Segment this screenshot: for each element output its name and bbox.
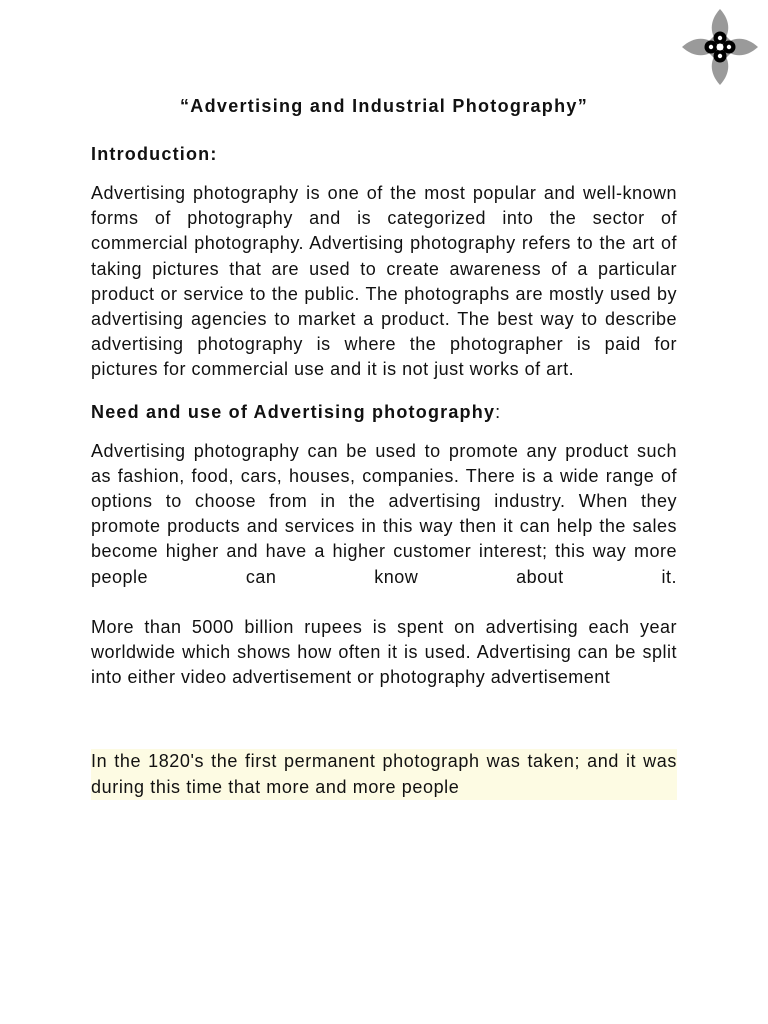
need-heading-text: Need and use of Advertising photography xyxy=(91,401,496,422)
intro-heading: Introduction: xyxy=(91,144,218,164)
need-heading xyxy=(91,400,677,424)
need-paragraph: Advertising photography can be used to promote any product such as fashion, food, cars, houses, companies. There is a wide range of options to choose from in the advertising industry. When they promote products and services in this way then it can help the sales become higher and have a higher customer interest; this way more people can know about it. xyxy=(91,440,677,587)
need-heading-colon: : xyxy=(495,401,502,422)
ornamental-flower-logo-icon xyxy=(680,6,760,88)
document-title: “Advertising and Industrial Photography” xyxy=(179,96,589,116)
intro-paragraph: Advertising photography is one of the most popular and well-known forms of photography and is categorized into the sector of commercial photography. Advertising photography refers to the art of taking pictures that are used to create awareness of a particular product or service to the public. The photographs are mostly used by advertising agencies to market a product. The best way to describe advertising photography is where the photographer is paid for pictures for commercial use and it is not just works of art. xyxy=(91,183,677,380)
document-page xyxy=(91,94,677,800)
spend-paragraph: More than 5000 billion rupees is spent on advertising each year worldwide which shows how often it is used. Advertising can be split into either video advertisement or photography advertisement xyxy=(91,616,677,688)
history-paragraph: In the 1820's the first permanent photograph was taken; and it was during this time that more and more people xyxy=(91,749,677,799)
